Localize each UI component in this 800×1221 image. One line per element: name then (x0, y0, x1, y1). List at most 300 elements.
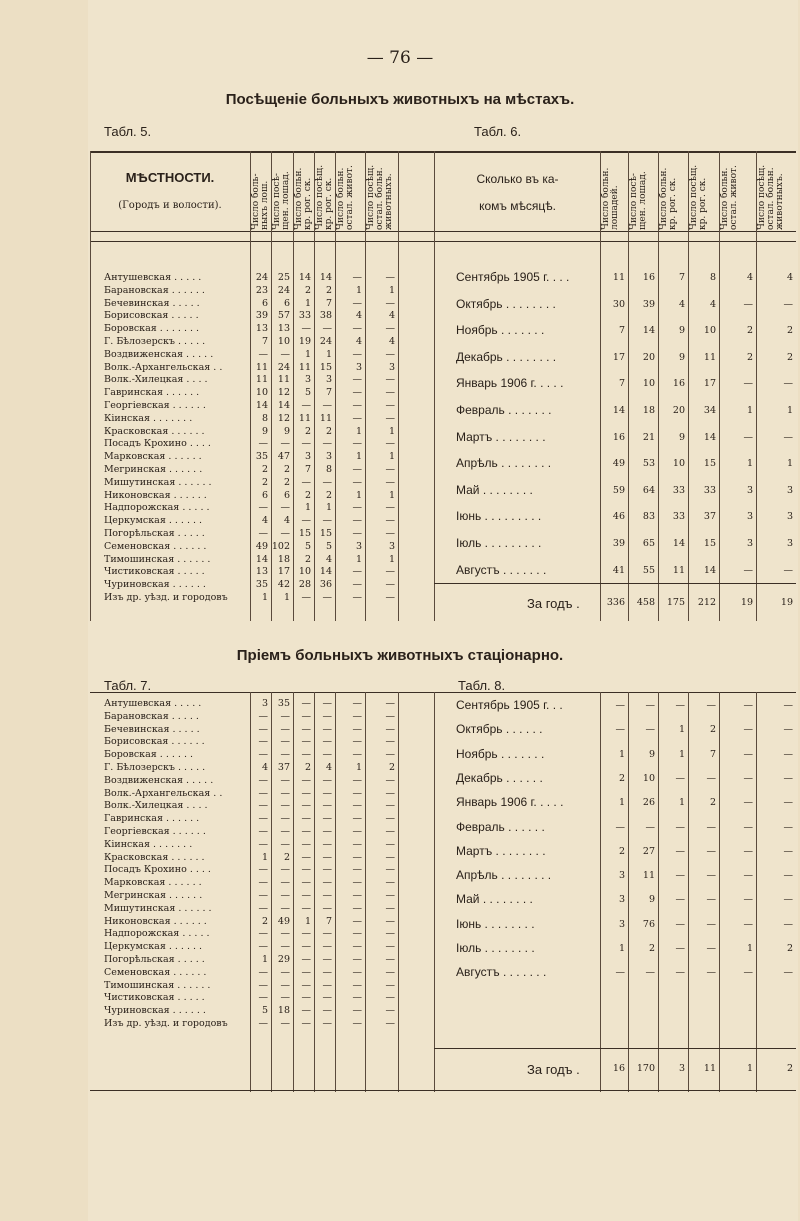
t6-cell: 11 (672, 564, 685, 576)
t8-cell: — (706, 943, 716, 954)
t6-row-month: Октябрь . . . . . . . . (456, 296, 556, 311)
t8-cell: — (783, 700, 793, 711)
t5-cell: 1 (304, 348, 311, 360)
t5-cell: 1 (388, 284, 395, 296)
t8-cell: 9 (648, 894, 655, 906)
t7-cell: — (385, 992, 395, 1004)
t5-cell: 2 (283, 476, 290, 488)
t6-cell: 3 (786, 484, 793, 496)
t6-cell: 49 (612, 458, 625, 470)
t7-row-name: Чистиковская . . . . . (104, 992, 205, 1004)
t7-cell: — (280, 941, 290, 953)
t6-cell: — (743, 564, 753, 576)
t7-row-name: Барановская . . . . . (104, 710, 199, 722)
t5-cell: 24 (277, 284, 290, 296)
t6-total-cell: 212 (697, 597, 716, 608)
t5-cell: — (352, 297, 362, 309)
t5-cell: 14 (298, 272, 311, 283)
t7-row-name: Воздвиженская . . . . . (104, 774, 214, 786)
t5-cell: 102 (271, 540, 290, 552)
t5-cell: — (385, 412, 395, 424)
t7-cell: — (301, 902, 311, 914)
t6-cell: 9 (678, 351, 685, 363)
t6-cell: — (743, 431, 753, 443)
t7-cell: — (322, 736, 332, 748)
t5-cell: 2 (261, 476, 268, 488)
t5-cell: — (280, 438, 290, 450)
t5-row-name: Марковская . . . . . . (104, 451, 202, 463)
t6-col-header-2: Число посѣ- щен. лошад. (629, 171, 648, 230)
t8-cell: — (783, 797, 793, 809)
t6-cell: 2 (746, 351, 753, 363)
t5-cell: — (352, 400, 362, 411)
t7-cell: — (352, 838, 362, 850)
t5-cell: — (352, 272, 362, 283)
t7-cell: — (322, 826, 332, 837)
t5-cell: — (385, 515, 395, 527)
t8-cell: 1 (678, 724, 685, 736)
t7-cell: — (280, 890, 290, 901)
t5-cell: 8 (325, 464, 332, 475)
loc-subheader: (Городъ и волости). (118, 200, 222, 211)
t6-cell: — (783, 431, 793, 443)
t5-cell: — (385, 502, 395, 514)
t5-cell: 10 (255, 387, 268, 399)
t5-cell: — (385, 387, 395, 399)
t5-cell: — (385, 438, 395, 450)
t7-cell: — (280, 813, 290, 825)
t7-cell: — (301, 749, 311, 761)
t6-cell: 14 (642, 325, 655, 337)
t7-cell: 1 (261, 851, 268, 863)
t6-cell: 3 (746, 538, 753, 549)
t7-cell: — (322, 787, 332, 799)
t7-cell: — (322, 774, 332, 786)
t5-cell: — (352, 579, 362, 591)
t5-cell: 3 (355, 540, 362, 552)
t7-cell: — (280, 826, 290, 837)
t7-cell: — (258, 800, 268, 812)
t7-cell: — (322, 966, 332, 978)
t7-cell: — (301, 787, 311, 799)
t7-row-name: Церкумская . . . . . . (104, 941, 203, 953)
t6-total-cell: 19 (780, 597, 793, 608)
t7-cell: — (280, 877, 290, 889)
t8-cell: — (743, 967, 753, 979)
t6-cell: 7 (618, 378, 625, 390)
t7-cell: — (385, 966, 395, 978)
t7-cell: — (352, 941, 362, 953)
t5-cell: 1 (304, 502, 311, 514)
t7-cell: — (322, 1005, 332, 1017)
t6-col-header-1: Число больн. лошадей. (601, 167, 620, 230)
t5-row-name: Надпорожская . . . . . (104, 502, 210, 514)
t5-cell: 12 (277, 412, 290, 424)
t5-cell: 1 (355, 425, 362, 437)
t8-cell: — (743, 845, 753, 857)
t5-cell: — (301, 438, 311, 450)
t5-cell: 5 (325, 540, 332, 552)
t7-cell: — (385, 928, 395, 940)
t8-total-cell: 16 (612, 1063, 625, 1074)
t6-cell: 2 (786, 351, 793, 363)
t5-cell: 14 (255, 553, 268, 565)
t8-cell: 9 (648, 748, 655, 760)
t7-cell: — (385, 979, 395, 991)
t5-cell: — (352, 528, 362, 539)
t5-row-name: Волк.-Хилецкая . . . . (104, 374, 208, 386)
t6-cell: 33 (672, 484, 685, 496)
t8-cell: 1 (618, 943, 625, 954)
t5-row-name: Бечевинская . . . . . (104, 297, 200, 309)
t5-cell: 1 (304, 297, 311, 309)
t7-row-name: Гавринская . . . . . . (104, 813, 200, 825)
t5-cell: 1 (355, 451, 362, 463)
t5-cell: 2 (325, 425, 332, 437)
t6-cell: 1 (786, 405, 793, 416)
t5-cell: 3 (304, 374, 311, 386)
t7-cell: — (322, 710, 332, 722)
t8-cell: 1 (618, 797, 625, 809)
t7-cell: 7 (325, 915, 332, 927)
t7-cell: — (322, 941, 332, 953)
t5-cell: 28 (298, 579, 311, 591)
t6-cell: 34 (703, 405, 716, 416)
t5-cell: 5 (304, 387, 311, 399)
t7-cell: — (385, 902, 395, 914)
t7-cell: — (258, 774, 268, 786)
t7-cell: — (301, 890, 311, 901)
t8-cell: — (615, 967, 625, 979)
t8-row-month: Май . . . . . . . . (456, 892, 533, 907)
tab6-label: Табл. 6. (474, 124, 522, 139)
t5-row-name: Семеновская . . . . . . (104, 540, 207, 552)
t7-cell: — (258, 710, 268, 722)
t6-cell: 55 (642, 564, 655, 576)
t7-cell: — (258, 992, 268, 1004)
t5-row-name: Изъ др. уѣзд. и городовъ (104, 592, 228, 603)
t6-cell: 20 (642, 351, 655, 363)
t5-cell: 11 (277, 374, 290, 386)
t5-cell: 23 (255, 284, 268, 296)
t7-cell: — (352, 800, 362, 812)
t5-cell: 1 (355, 489, 362, 501)
t7-cell: — (280, 1018, 290, 1029)
t7-cell: — (301, 877, 311, 889)
t5-cell: 15 (319, 528, 332, 539)
t5-cell: 8 (261, 412, 268, 424)
t5-cell: 2 (304, 284, 311, 296)
t7-cell: — (385, 1018, 395, 1029)
t5-col-header-3: Число больн. кр. рог. ск. (294, 167, 313, 230)
t5-row-name: Мишутинская . . . . . . (104, 476, 212, 488)
t5-cell: 19 (298, 336, 311, 347)
t7-cell: — (385, 723, 395, 735)
t5-cell: 7 (304, 464, 311, 475)
t8-row-month: Октябрь . . . . . . (456, 722, 543, 737)
t8-cell: 1 (678, 797, 685, 809)
t5-cell: — (385, 374, 395, 386)
t6-cell: 4 (709, 298, 716, 310)
t8-cell: — (743, 797, 753, 809)
t7-cell: — (352, 877, 362, 889)
t6-cell: 46 (612, 511, 625, 523)
t5-cell: 11 (298, 361, 311, 373)
t8-cell: 3 (618, 870, 625, 882)
t8-cell: — (743, 894, 753, 906)
t7-cell: 5 (261, 1005, 268, 1017)
t5-cell: 13 (277, 323, 290, 335)
t7-cell: — (322, 800, 332, 812)
t6-row-month: Сентябрь 1905 г. . . . (456, 270, 570, 284)
t8-cell: — (645, 724, 655, 736)
t7-cell: — (352, 774, 362, 786)
t7-cell: — (385, 736, 395, 748)
t6-cell: 33 (672, 511, 685, 523)
t5-cell: — (385, 528, 395, 539)
t5-cell: 14 (277, 400, 290, 411)
t7-cell: — (352, 928, 362, 940)
t6-cell: 20 (672, 405, 685, 416)
t8-cell: 2 (618, 772, 625, 784)
t7-cell: — (280, 710, 290, 722)
t5-cell: — (385, 400, 395, 411)
t7-row-name: Марковская . . . . . . (104, 877, 202, 889)
t5-cell: 35 (255, 451, 268, 463)
t7-cell: — (301, 941, 311, 953)
t7-cell: — (301, 954, 311, 965)
t8-cell: — (743, 772, 753, 784)
t8-cell: 27 (642, 845, 655, 857)
t6-cell: 14 (672, 538, 685, 549)
t8-cell: — (675, 943, 685, 954)
t6-cell: 14 (703, 431, 716, 443)
t5-cell: 24 (277, 361, 290, 373)
t7-cell: 35 (277, 698, 290, 709)
title-stationary: Пріемъ больныхъ животныхъ стаціонарно. (236, 647, 564, 664)
t7-cell: — (301, 698, 311, 709)
t6-cell: 4 (786, 272, 793, 283)
t7-cell: — (301, 723, 311, 735)
t5-cell: 24 (319, 336, 332, 347)
t7-cell: 3 (261, 698, 268, 709)
t5-cell: 2 (304, 489, 311, 501)
t7-cell: 37 (277, 762, 290, 773)
t7-cell: — (352, 890, 362, 901)
t7-cell: — (280, 928, 290, 940)
t7-cell: — (258, 902, 268, 914)
t5-cell: 24 (255, 272, 268, 283)
t5-cell: — (352, 323, 362, 335)
t8-cell: — (783, 724, 793, 736)
t7-cell: — (301, 736, 311, 748)
t8-cell: — (615, 700, 625, 711)
t5-cell: — (258, 348, 268, 360)
t5-row-name: Мегринская . . . . . . (104, 464, 203, 475)
t6-col-header-3: Число больн. кр. рог. ск. (659, 167, 678, 230)
t8-cell: — (615, 821, 625, 833)
t7-cell: — (352, 698, 362, 709)
t6-col-header-6: Число посѣщ. остал. больн. животныхъ. (757, 164, 785, 230)
t7-cell: — (322, 813, 332, 825)
t5-cell: 2 (304, 425, 311, 437)
t8-cell: — (706, 772, 716, 784)
t5-cell: — (322, 592, 332, 603)
t7-cell: — (385, 954, 395, 965)
t5-cell: 33 (298, 310, 311, 322)
t5-cell: — (385, 566, 395, 578)
t6-cell: 2 (746, 325, 753, 337)
t5-cell: — (322, 323, 332, 335)
t7-cell: — (352, 813, 362, 825)
t8-row-month: Ноябрь . . . . . . . (456, 746, 545, 761)
t7-cell: — (385, 915, 395, 927)
t5-cell: 47 (277, 451, 290, 463)
t5-cell: — (301, 476, 311, 488)
t7-cell: 1 (261, 954, 268, 965)
t8-cell: — (645, 821, 655, 833)
t7-cell: — (385, 1005, 395, 1017)
t7-cell: — (301, 1018, 311, 1029)
t5-cell: — (352, 592, 362, 603)
t7-cell: 1 (304, 915, 311, 927)
t8-cell: — (675, 870, 685, 882)
t8-cell: — (706, 894, 716, 906)
t6-cell: 53 (642, 458, 655, 470)
t8-cell: — (706, 700, 716, 711)
t7-row-name: Кіинская . . . . . . . (104, 838, 193, 850)
t7-cell: — (258, 736, 268, 748)
t7-cell: — (385, 774, 395, 786)
t7-row-name: Боровская . . . . . . (104, 749, 194, 761)
t8-cell: 10 (642, 772, 655, 784)
t5-cell: 11 (298, 412, 311, 424)
t5-cell: 6 (283, 297, 290, 309)
t7-row-name: Борисовская . . . . . . (104, 736, 205, 748)
t5-cell: 35 (255, 579, 268, 591)
t7-cell: — (280, 800, 290, 812)
t8-cell: 3 (618, 918, 625, 930)
t5-cell: — (385, 348, 395, 360)
t5-row-name: Посадъ Крохино . . . . (104, 438, 211, 450)
t5-cell: 3 (388, 361, 395, 373)
t7-cell: — (385, 838, 395, 850)
t7-cell: — (322, 749, 332, 761)
t5-cell: 6 (283, 489, 290, 501)
t5-row-name: Барановская . . . . . . (104, 284, 205, 296)
t6-cell: 15 (703, 458, 716, 470)
t5-cell: 57 (277, 310, 290, 322)
t6-cell: 37 (703, 511, 716, 523)
t7-cell: — (352, 979, 362, 991)
t5-cell: 3 (355, 361, 362, 373)
t6-cell: 39 (642, 298, 655, 310)
t8-row-month: Августъ . . . . . . . (456, 965, 547, 980)
t7-row-name: Изъ др. уѣзд. и городовъ (104, 1018, 228, 1029)
t5-cell: 1 (388, 425, 395, 437)
t8-cell: — (675, 894, 685, 906)
t7-cell: — (280, 902, 290, 914)
t7-cell: — (385, 698, 395, 709)
t5-cell: 9 (283, 425, 290, 437)
t5-cell: 4 (355, 310, 362, 322)
t7-cell: — (352, 787, 362, 799)
t7-cell: — (352, 966, 362, 978)
t5-row-name: Антушевская . . . . . (104, 272, 202, 283)
t6-cell: 16 (672, 378, 685, 390)
t5-row-name: Волк.-Архангельская . . (104, 361, 223, 373)
t6-row-month: Іюль . . . . . . . . . (456, 536, 542, 550)
t6-cell: 41 (612, 564, 625, 576)
t5-cell: 49 (255, 540, 268, 552)
tab5-label: Табл. 5. (104, 124, 152, 139)
t5-cell: 10 (277, 336, 290, 347)
t6-cell: 83 (642, 511, 655, 523)
t7-cell: 4 (261, 762, 268, 773)
t7-cell: — (301, 838, 311, 850)
t7-cell: — (258, 941, 268, 953)
t5-row-name: Тимошинская . . . . . . (104, 553, 211, 565)
t7-row-name: Семеновская . . . . . . (104, 966, 207, 978)
t7-cell: — (385, 890, 395, 901)
t7-cell: — (322, 954, 332, 965)
t6-cell: 17 (612, 351, 625, 363)
t6-cell: 3 (746, 484, 753, 496)
t5-cell: 2 (325, 489, 332, 501)
t5-cell: 36 (319, 579, 332, 591)
t7-cell: — (322, 877, 332, 889)
t8-cell: 2 (648, 943, 655, 954)
t7-cell: — (352, 992, 362, 1004)
t6-cell: 4 (746, 272, 753, 283)
t5-cell: 3 (325, 374, 332, 386)
t5-cell: 2 (325, 284, 332, 296)
t6-cell: 4 (678, 298, 685, 310)
t8-row-month: Іюнь . . . . . . . . (456, 916, 535, 931)
t6-cell: 2 (786, 325, 793, 337)
t8-cell: — (743, 870, 753, 882)
t7-cell: — (352, 851, 362, 863)
t7-cell: — (352, 710, 362, 722)
t7-cell: 29 (277, 954, 290, 965)
t5-cell: — (258, 438, 268, 450)
t5-col-header-6: Число посѣщ. остал. больн. животныхъ. (366, 164, 394, 230)
t7-row-name: Надпорожская . . . . . (104, 928, 210, 940)
t7-row-name: Красковская . . . . . . (104, 851, 205, 863)
t7-cell: — (352, 864, 362, 876)
t5-cell: — (352, 502, 362, 514)
t6-row-month: Январь 1906 г. . . . . (456, 376, 564, 391)
t8-cell: — (615, 724, 625, 736)
t5-cell: — (385, 323, 395, 335)
t5-cell: 14 (319, 566, 332, 578)
t8-total-cell: 170 (636, 1063, 655, 1074)
t6-cell: 9 (678, 325, 685, 337)
t6-cell: 16 (612, 431, 625, 443)
t7-cell: — (280, 992, 290, 1004)
t5-row-name: Церкумская . . . . . . (104, 515, 203, 527)
t5-cell: 42 (277, 579, 290, 591)
t7-cell: 1 (355, 762, 362, 773)
t8-row-month: Сентябрь 1905 г. . . (456, 698, 563, 712)
t7-cell: — (322, 979, 332, 991)
t5-cell: — (322, 400, 332, 411)
t5-row-name: Никоновская . . . . . . (104, 489, 207, 501)
t6-cell: 10 (703, 325, 716, 337)
t5-cell: 1 (355, 553, 362, 565)
t7-cell: — (352, 954, 362, 965)
t7-row-name: Тимошинская . . . . . . (104, 979, 211, 991)
